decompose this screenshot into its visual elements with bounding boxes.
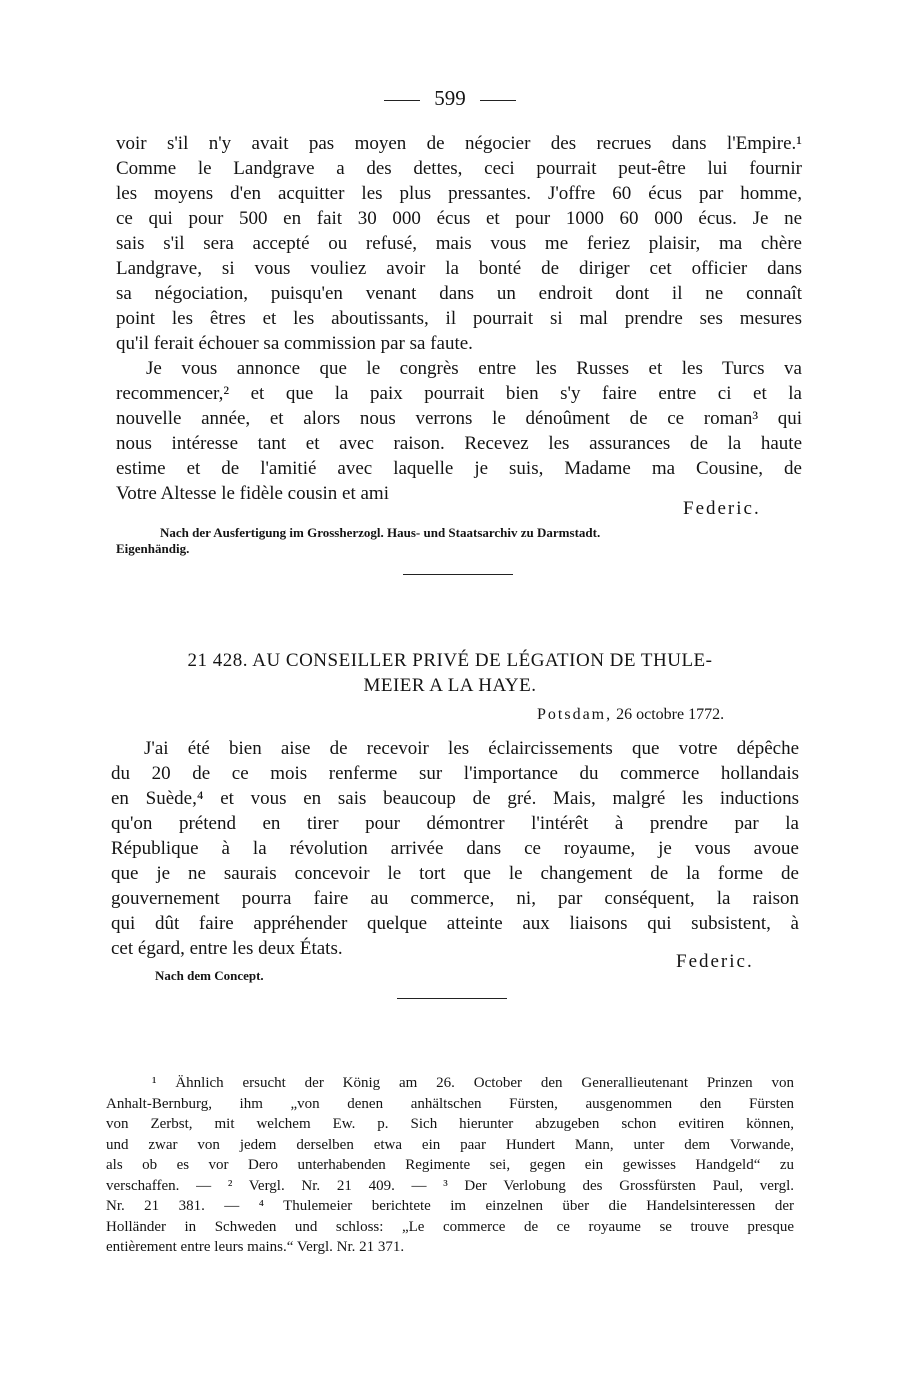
text-line: du 20 de ce mois renferme sur l'importance du commerce hollandais — [111, 763, 799, 784]
letter-2-signature: Federic. — [676, 951, 754, 972]
text-line: point les êtres et les aboutissants, il pourrait si mal prendre ses mesures — [116, 308, 802, 329]
text-line: République à la révolution arrivée dans ce royaume, je vous avoue — [111, 838, 799, 859]
letter-2-date: 26 octobre 1772. — [616, 706, 725, 723]
footnote-line: ¹ Ähnlich ersucht der König am 26. October den Generallieutenant Prinzen von — [152, 1075, 794, 1091]
footnote-line: und zwar von jedem derselben etwa ein paar Hundert Mann, unter dem Vorwande, — [106, 1137, 794, 1153]
text-line: les moyens d'en acquitter les plus pressantes. J'offre 60 écus par homme, — [116, 183, 802, 204]
letter-1-source-note: Eigenhändig. — [116, 541, 190, 556]
text-line: nous intéresse tant et avec raison. Recevez les assurances de la haute — [116, 433, 802, 454]
letter-2-source: Nach dem Concept. — [155, 968, 264, 983]
text-line: que je ne saurais concevoir le tort que le changement de la forme de — [111, 863, 799, 884]
letter-2-dateline — [537, 706, 724, 724]
text-line: sais s'il sera accepté ou refusé, mais vous me feriez plaisir, ma chère — [116, 233, 802, 254]
text-line: Landgrave, si vous vouliez avoir la bonté de diriger cet officier dans — [116, 258, 802, 279]
header-dash-left — [384, 100, 420, 101]
text-line: qui dût faire appréhender quelque atteinte aux liaisons qui subsistent, à — [111, 913, 799, 934]
text-line: voir s'il n'y avait pas moyen de négocier des recrues dans l'Empire.¹ — [116, 133, 802, 154]
footnote-line: Anhalt-Bernburg, ihm „von denen anhältschen Fürsten, ausgenommen den Fürsten — [106, 1096, 794, 1112]
separator-rule — [397, 998, 507, 999]
text-line: cet égard, entre les deux États. — [111, 938, 343, 959]
header-dash-right — [480, 100, 516, 101]
text-line: gouvernement pourra faire au commerce, ni, par conséquent, la raison — [111, 888, 799, 909]
letter-2-place: Potsdam, — [537, 706, 613, 723]
letter-2-title: 21 428. AU CONSEILLER PRIVÉ DE LÉGATION DE THULE- — [187, 650, 713, 671]
text-line: Votre Altesse le fidèle cousin et ami — [116, 483, 389, 504]
letter-1-signature: Federic. — [683, 498, 761, 519]
text-line: en Suède,⁴ et vous en sais beaucoup de gré. Mais, malgré les inductions — [111, 788, 799, 809]
text-line: estime et de l'amitié avec laquelle je suis, Madame ma Cousine, de — [116, 458, 802, 479]
text-line: ce qui pour 500 en fait 30 000 écus et pour 1000 60 000 écus. Je ne — [116, 208, 802, 229]
footnote-line: Nr. 21 381. — ⁴ Thulemeier berichtete im einzelnen über die Handelsinteressen der — [106, 1198, 794, 1214]
footnote-line: von Zerbst, mit welchem Ew. p. Sich hierunter abzugeben schon evitiren können, — [106, 1116, 794, 1132]
page-header — [0, 86, 900, 111]
text-line: qu'on prétend en tirer pour démontrer l'intérêt à prendre par la — [111, 813, 799, 834]
page-number: 599 — [434, 86, 466, 110]
footnote-line: Holländer in Schweden und schloss: „Le commerce de ce royaume se trouve presque — [106, 1219, 794, 1235]
text-line: sa négociation, puisqu'en venant dans un endroit dont il ne connaît — [116, 283, 802, 304]
text-line: J'ai été bien aise de recevoir les éclaircissements que votre dépêche — [144, 738, 799, 759]
footnote-line: als ob es vor Dero unterhabenden Regimente sei, gegen ein gewisses Handgeld“ zu — [106, 1157, 794, 1173]
footnote-line: entièrement entre leurs mains.“ Vergl. Nr. 21 371. — [106, 1239, 405, 1255]
text-line: Je vous annonce que le congrès entre les Russes et les Turcs va — [146, 358, 802, 379]
letter-1-source: Nach der Ausfertigung im Grossherzogl. Haus- und Staatsarchiv zu Darmstadt. — [160, 525, 601, 540]
text-line: nouvelle année, et alors nous verrons le dénoûment de ce roman³ qui — [116, 408, 802, 429]
footnote-line: verschaffen. — ² Vergl. Nr. 21 409. — ³ Der Verlobung des Grossfürsten Paul, vergl. — [106, 1178, 794, 1194]
text-line: recommencer,² et que la paix pourrait bien s'y faire entre ci et la — [116, 383, 802, 404]
letter-2-title-cont: MEIER A LA HAYE. — [363, 675, 537, 696]
text-line: qu'il ferait échouer sa commission par sa faute. — [116, 333, 473, 354]
separator-rule — [403, 574, 513, 575]
text-line: Comme le Landgrave a des dettes, ceci pourrait peut-être lui fournir — [116, 158, 802, 179]
